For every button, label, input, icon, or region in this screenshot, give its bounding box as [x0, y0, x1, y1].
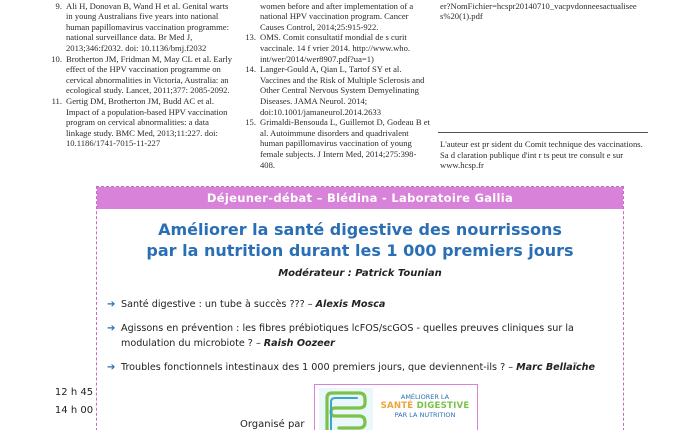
- reference-entry: [48, 1, 233, 54]
- reference-fragment: er?NomFichier=hcspr20140710_vacpvdonneesactualisees%20(1).pdf: [440, 0, 637, 22]
- logo-line-1: AMÉLIORER LA: [400, 393, 450, 401]
- event-title-line-1: Améliorer la santé digestive des nourrissons: [158, 220, 562, 239]
- time-start: 12 h 45: [54, 387, 94, 398]
- reference-number: 10.: [51, 53, 62, 64]
- program-item-speaker: Alexis Mosca: [315, 299, 386, 310]
- event-title-line-2: par la nutrition durant les 1 000 premiers jours: [146, 240, 574, 260]
- reference-text: Langer-Gould A, Qian L, Tartof SY et al. Vaccines and the Risk of Multiple Sclerosis and Other Central Nervous System Demyelinating Diseases. JAMA Neurol. 2014; doi:10.1001/jamaneurol.2014.2633: [260, 64, 425, 117]
- logo-line-3: PAR LA NUTRITION: [394, 411, 456, 419]
- event-header: Déjeuner-débat – Blédina - Laboratoire Gallia: [97, 187, 623, 209]
- time-end: 14 h 00: [54, 405, 94, 416]
- divider: [438, 132, 648, 133]
- program-item-speaker: Raish Oozeer: [263, 338, 335, 349]
- reference-number: 14.: [245, 64, 256, 75]
- reference-number: 11.: [51, 95, 62, 106]
- reference-entry: [48, 96, 233, 149]
- arrow-right-icon: ➔: [107, 362, 116, 373]
- references-column-3: [440, 0, 640, 22]
- program-list: [107, 297, 617, 384]
- reference-entry: [242, 117, 430, 170]
- reference-text: Grimaldi-Bensouda L, Guillemot D, Godeau B et al. Autoimmune disorders and quadrivalent human papillomavirus vaccination of young female subjects. J Intern Med, 2014;275:398- 408.: [260, 117, 430, 170]
- program-item: [107, 360, 617, 375]
- arrow-right-icon: ➔: [107, 323, 116, 334]
- references-column-1: [48, 0, 233, 149]
- event-title: [97, 220, 623, 261]
- reference-number: 13.: [245, 32, 256, 43]
- reference-entry: [242, 0, 430, 32]
- reference-text: Gertig DM, Brotherton JM, Budd AC et al. Impact of a population-based HPV vaccination program on cervical abnormalities: a data linkage study. BMC Med, 2013;11:227. doi: 10.1186/1741-7015-11-227: [66, 95, 228, 149]
- program-item-text: Troubles fonctionnels intestinaux des 1 000 premiers jours, que deviennent-ils ? –: [121, 362, 517, 373]
- reference-text: women before and after implementation of a national HPV vaccination program. Cancer Causes Control, 2014;25:915-922.: [260, 0, 414, 32]
- reference-entry: [48, 54, 233, 96]
- campaign-logo: [314, 384, 478, 430]
- arrow-right-icon: ➔: [107, 299, 116, 310]
- program-item-text: Agissons en prévention : les fibres prébiotiques lcFOS/scGOS - quelles preuves cliniques sur la modulation du microbiote ? –: [121, 323, 574, 349]
- organised-by-label: Organisé par: [240, 419, 305, 430]
- program-item-text: Santé digestive : un tube à succès ??? –: [121, 299, 316, 310]
- logo-text: [375, 393, 475, 420]
- author-note: L'auteur est pr sident du Comit technique des vaccinations. Sa d claration publique d'int r ts peut tre consult e sur www.hcsp.fr: [440, 139, 643, 171]
- reference-text: Brotherton JM, Fridman M, May CL et al. Early effect of the HPV vaccination programme on cervical abnormalities in Victoria, Australia: an ecological study. Lancet, 2011;377: 2085-2092.: [66, 53, 233, 96]
- reference-text: OMS. Comit consultatif mondial de s curit vaccinale. 14 f vrier 2014. http://www.who. int/wer/2014/wer8907.pdf?ua=1): [260, 32, 411, 64]
- references-column-2: [242, 0, 430, 170]
- reference-entry: [242, 64, 430, 117]
- program-item: [107, 297, 617, 312]
- logo-line-2a: SANTÉ: [380, 401, 417, 411]
- program-item-speaker: Marc Bellaïche: [516, 362, 596, 373]
- intestine-icon: [319, 388, 373, 430]
- program-item: [107, 321, 617, 351]
- reference-number: 15.: [245, 117, 256, 128]
- moderator: Modérateur : Patrick Tounian: [278, 268, 442, 279]
- reference-number: 9.: [55, 0, 62, 11]
- logo-line-2b: DIGESTIVE: [416, 401, 470, 411]
- logo-line-2: [375, 402, 475, 411]
- reference-entry: [242, 32, 430, 64]
- event-time: [54, 384, 94, 420]
- reference-text: Ali H, Donovan B, Wand H et al. Genital warts in young Australians five years into national human papillomavirus vaccination programme: national surveillance data. Br Med J, 2013;346:f2032. doi: 10.1136/bmj.f2032: [66, 0, 229, 53]
